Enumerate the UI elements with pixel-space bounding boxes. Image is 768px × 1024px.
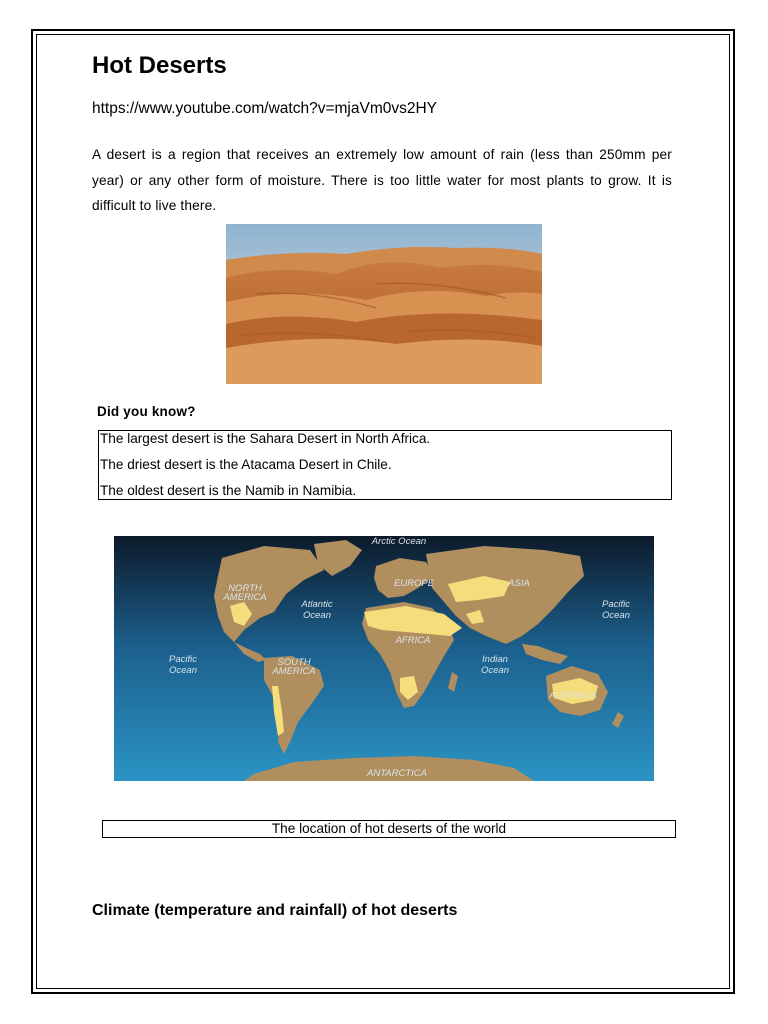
label-north-america: AMERICA <box>223 592 267 603</box>
label-north-america: NORTH <box>228 583 262 594</box>
label-atlantic-ocean: Ocean <box>303 610 331 621</box>
label-arctic-ocean: Arctic Ocean <box>371 536 427 547</box>
label-pacific-ocean-west: Ocean <box>169 665 197 676</box>
label-south-america: SOUTH <box>277 657 311 668</box>
page-title: Hot Deserts <box>92 52 227 79</box>
fact-item: The largest desert is the Sahara Desert in North Africa. <box>100 431 431 446</box>
label-australia: AUSTRALIA <box>549 690 597 700</box>
climate-heading: Climate (temperature and rainfall) of hot deserts <box>92 902 458 919</box>
label-pacific-ocean-east: Pacific <box>602 599 630 610</box>
label-south-america: AMERICA <box>272 666 316 677</box>
label-pacific-ocean-west: Pacific <box>169 654 197 665</box>
label-europe: EUROPE <box>393 578 435 589</box>
label-asia: ASIA <box>508 578 530 589</box>
did-you-know-box <box>98 430 672 500</box>
fact-item: The driest desert is the Atacama Desert in Chile. <box>100 457 392 472</box>
map-caption: The location of hot deserts of the world <box>102 820 676 838</box>
label-africa: AFRICA <box>395 635 431 646</box>
label-pacific-ocean-east: Ocean <box>602 610 630 621</box>
intro-paragraph: A desert is a region that receives an extremely low amount of rain (less than 250mm per year) or any other form of moisture. There is too little water for most plants to grow. It is difficult to live there. <box>92 147 672 213</box>
label-atlantic-ocean: Atlantic <box>301 599 333 610</box>
desert-dunes-photo <box>226 224 542 384</box>
fact-item: The oldest desert is the Namib in Namibia. <box>100 483 357 498</box>
did-you-know-heading: Did you know? <box>97 404 196 419</box>
world-hot-deserts-map <box>114 536 654 781</box>
label-indian-ocean: Ocean <box>481 665 509 676</box>
video-link[interactable]: https://www.youtube.com/watch?v=mjaVm0vs2HY <box>92 100 438 117</box>
label-indian-ocean: Indian <box>482 654 508 665</box>
label-antarctica: ANTARCTICA <box>367 768 427 779</box>
